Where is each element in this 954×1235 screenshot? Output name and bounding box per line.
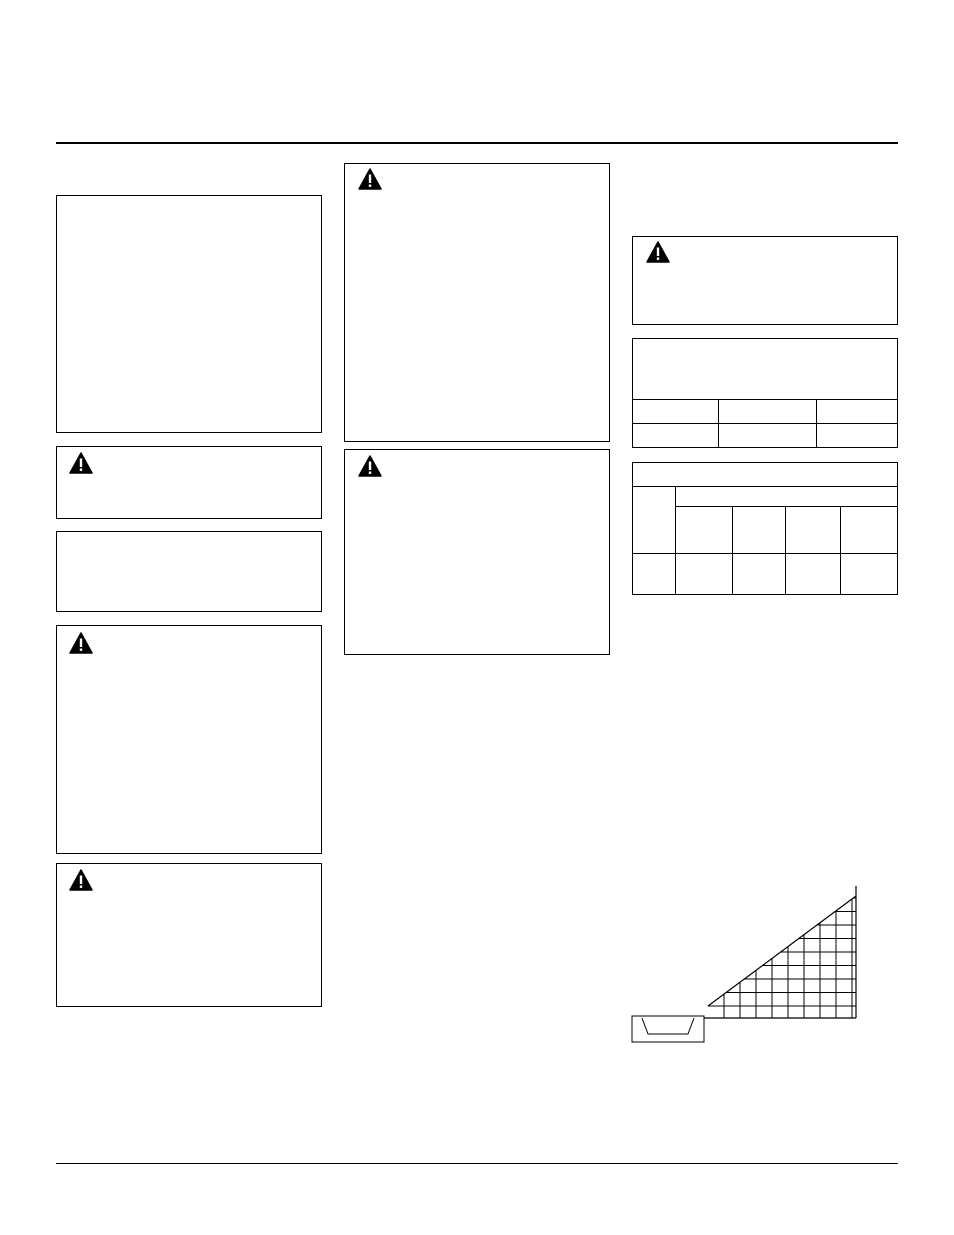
warning-icon (69, 452, 93, 474)
table-row (633, 554, 898, 595)
warning-icon (358, 168, 382, 190)
table-cell (841, 554, 898, 595)
warning-box-4 (344, 163, 610, 442)
warning-icon (69, 869, 93, 891)
warning-icon (646, 241, 670, 263)
table-cell (633, 487, 676, 554)
warning-box-1 (56, 446, 322, 519)
spec-table-1 (632, 338, 898, 448)
warning-box-2 (56, 625, 322, 854)
table-cell (633, 554, 676, 595)
table-row (633, 424, 898, 448)
clearance-diagram (630, 884, 870, 1046)
notice-box-1 (56, 195, 322, 433)
table-row (633, 339, 898, 400)
table-cell (633, 400, 719, 424)
table-cell (719, 424, 817, 448)
warning-box-6 (632, 236, 898, 325)
table-cell (633, 424, 719, 448)
notice-box-2 (56, 531, 322, 612)
table-cell (719, 400, 817, 424)
table-row (633, 400, 898, 424)
table-cell (733, 554, 786, 595)
table-cell (733, 507, 786, 554)
slope-line (708, 896, 856, 1006)
warning-box-5 (344, 449, 610, 655)
grid-lines (708, 898, 856, 1018)
spec-table-2 (632, 462, 898, 595)
table-subheader-cell (676, 487, 898, 507)
heater-outline (632, 1016, 704, 1042)
table-cell (786, 554, 841, 595)
table-cell (817, 400, 898, 424)
footer-rule (56, 1163, 898, 1164)
table-cell (841, 507, 898, 554)
warning-icon (358, 455, 382, 477)
table-row (633, 487, 898, 507)
table-header-cell (633, 339, 898, 400)
table-row (633, 463, 898, 487)
table-cell (786, 507, 841, 554)
warning-icon (69, 632, 93, 654)
warning-box-3 (56, 863, 322, 1007)
header-rule (56, 142, 898, 144)
table-header-cell (633, 463, 898, 487)
table-cell (817, 424, 898, 448)
table-cell (676, 554, 733, 595)
table-cell (676, 507, 733, 554)
